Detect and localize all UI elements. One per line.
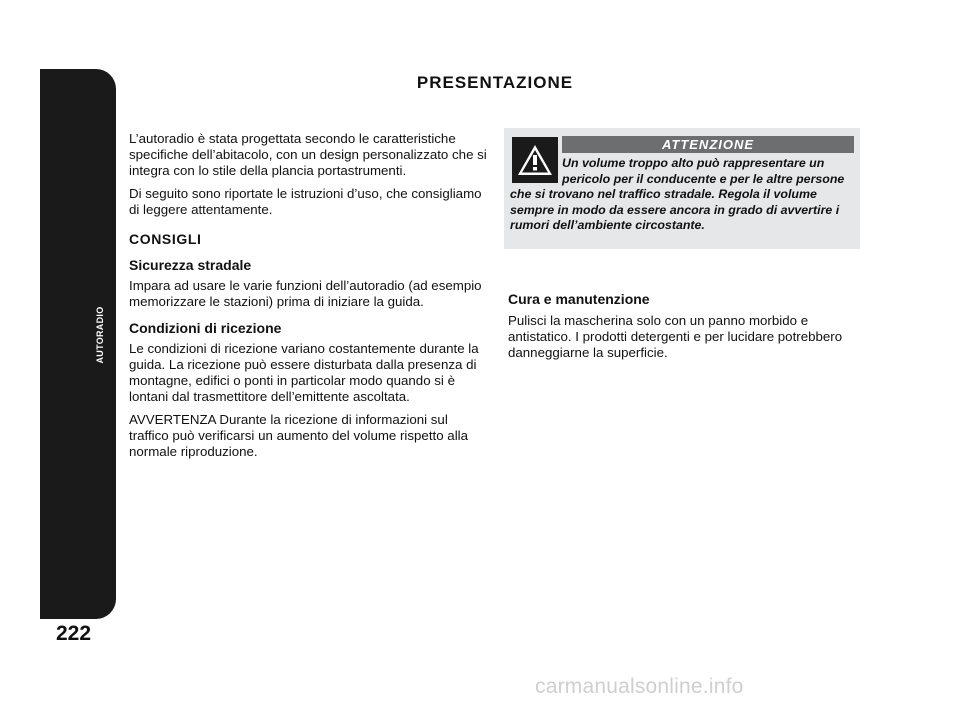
avvertenza-text: AVVERTENZA Durante la ricezione di informazioni sul traffico può verificarsi un aumento del volume rispetto alla normale riproduzione. xyxy=(129,412,468,459)
reception-heading: Condizioni di ricezione xyxy=(129,320,282,336)
page-title: PRESENTAZIONE xyxy=(416,73,574,92)
intro-paragraph: L’autoradio è stata progettata secondo le caratteristiche specifiche dell’abitacolo, con un design personalizzato che si integra con lo stile della plancia portastrumenti. xyxy=(129,131,487,178)
watermark: carmanualsonline.info xyxy=(535,675,744,698)
consigli-heading: CONSIGLI xyxy=(129,231,202,247)
care-heading: Cura e manutenzione xyxy=(508,291,650,307)
right-column xyxy=(508,291,848,361)
page-number: 222 xyxy=(56,622,92,645)
warning-text-block xyxy=(510,156,856,234)
safety-text: Impara ad usare le varie funzioni dell’autoradio (ad esempio memorizzare le stazioni) prima di iniziare la guida. xyxy=(129,278,482,309)
sidebar-section-label: AUTORADIO xyxy=(95,306,105,364)
care-text: Pulisci la mascherina solo con un panno morbido e antistatico. I prodotti detergenti e per lucidare potrebbero danneggiarne la superficie. xyxy=(508,313,843,360)
safety-heading: Sicurezza stradale xyxy=(129,257,252,273)
warning-text: Un volume troppo alto può rappresentare un pericolo per il conducente e per le altre persone che si trovano nel traffico stradale. Regola il volume sempre in modo da essere ancora in grado di avvertire i rumori dell’ambiente circostante. xyxy=(510,156,845,233)
warning-header: ATTENZIONE xyxy=(562,136,854,153)
reception-text: Le condizioni di ricezione variano costantemente durante la guida. La ricezione può essere disturbata dalla presenza di montagne, edifici o ponti in particolar modo quando si è lontani dal trasmettitore dell’emittente ascoltata. xyxy=(129,341,479,404)
warning-box xyxy=(504,128,860,249)
left-column xyxy=(129,131,489,467)
intro-paragraph-2: Di seguito sono riportate le istruzioni d’uso, che consigliamo di leggere attentamente. xyxy=(129,186,482,217)
